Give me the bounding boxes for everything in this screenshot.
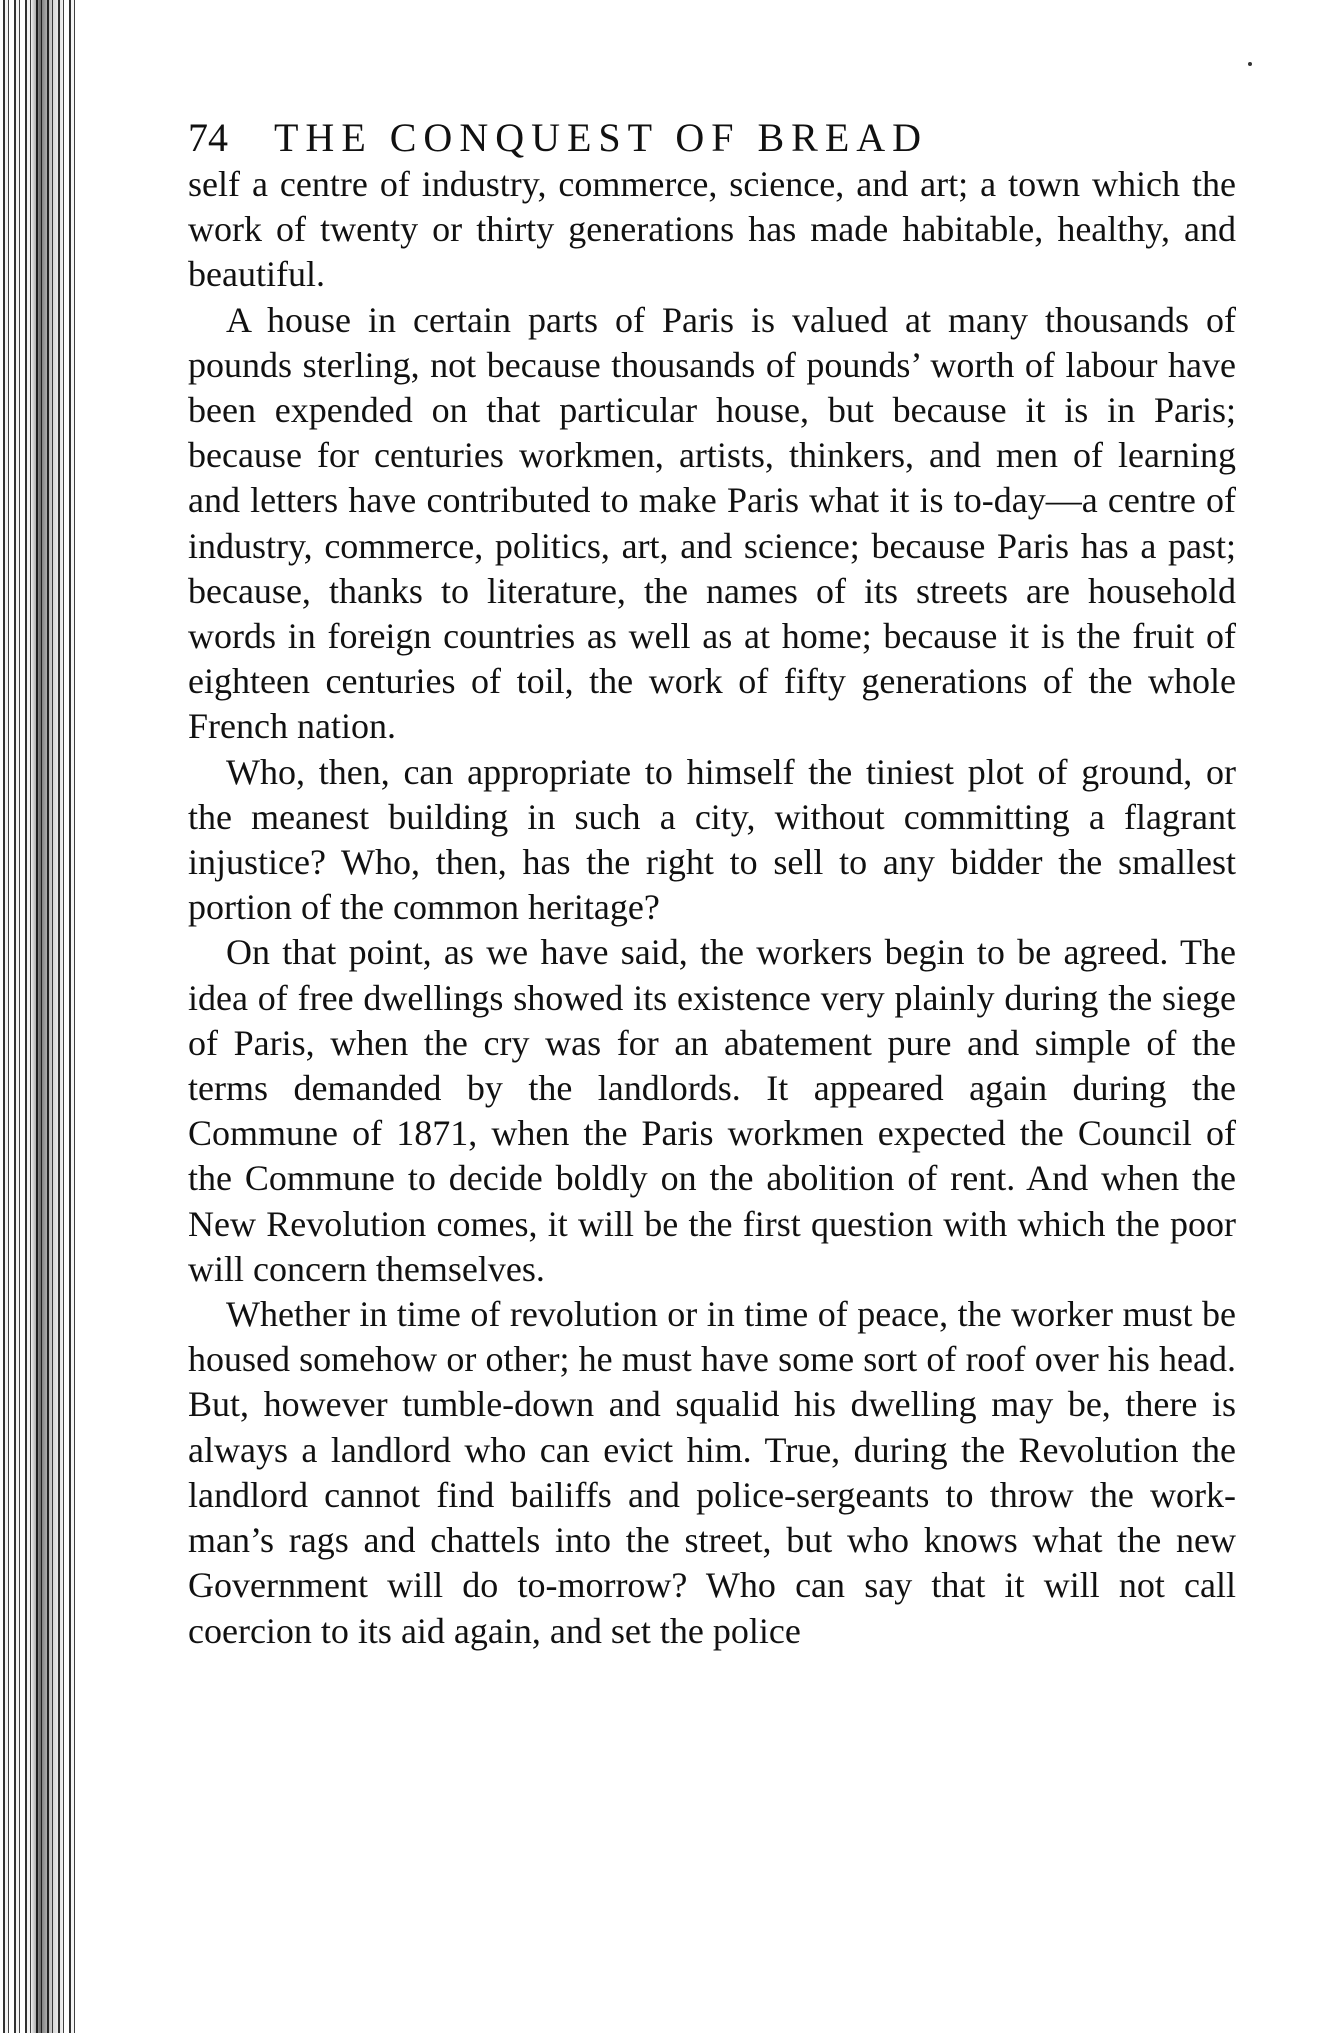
page-number: 74 [188, 115, 228, 160]
book-page [188, 112, 1236, 1654]
paper-speck [1248, 62, 1252, 66]
body-text [188, 162, 1236, 1654]
page-header [188, 112, 1236, 164]
paragraph: Who, then, can appropriate to himself the tiniest plot of ground, or the meanest building in such a city, without committing a flagrant injustice? Who, then, has the right to sell to any bidder the smallest portion of the common heritage? [188, 751, 1236, 928]
paragraph: A house in certain parts of Paris is valued at many thousands of pounds sterling, not because thousands of pounds’ worth of labour have been expended on that particular house, but because it is in Paris; because for centuries workmen, artists, thinkers, and men of learning and letters have contributed to make Paris what it is to-day—a centre of industry, commerce, politics, art, and science; because Paris has a past; because, thanks to literature, the names of its streets are household words in foreign countries as well as at home; because it is the fruit of eighteen centuries of toil, the work of fifty generations of the whole French nation. [188, 299, 1236, 747]
binding-shadow [30, 0, 64, 2033]
paragraph: Whether in time of revolution or in time of peace, the worker must be housed somehow or other; he must have some sort of roof over his head. But, however tumble-down and squalid his dwelling may be, there is always a landlord who can evict him. True, during the Revolution the landlord cannot find bailiffs and police-sergeants to throw the workman’s rags and chattels into the street, but who knows what the new Government will do to-morrow? Who can say that it will not call coercion to its aid again, and set the police [188, 1294, 1236, 1651]
running-title: THE CONQUEST OF BREAD [274, 115, 929, 160]
paragraph: On that point, as we have said, the workers begin to be agreed. The idea of free dwellings showed its existence very plainly during the siege of Paris, when the cry was for an abatement pure and simple of the terms demanded by the landlords. It appeared again during the Commune of 1871, when the Paris workmen expected the Council of the Commune to decide boldly on the abolition of rent. And when the New Revolution comes, it will be the first question with which the poor will concern themselves. [188, 932, 1236, 1289]
paragraph: self a centre of industry, commerce, science, and art; a town which the work of twenty or thirty generations has made habitable, healthy, and beautiful. [188, 164, 1236, 295]
